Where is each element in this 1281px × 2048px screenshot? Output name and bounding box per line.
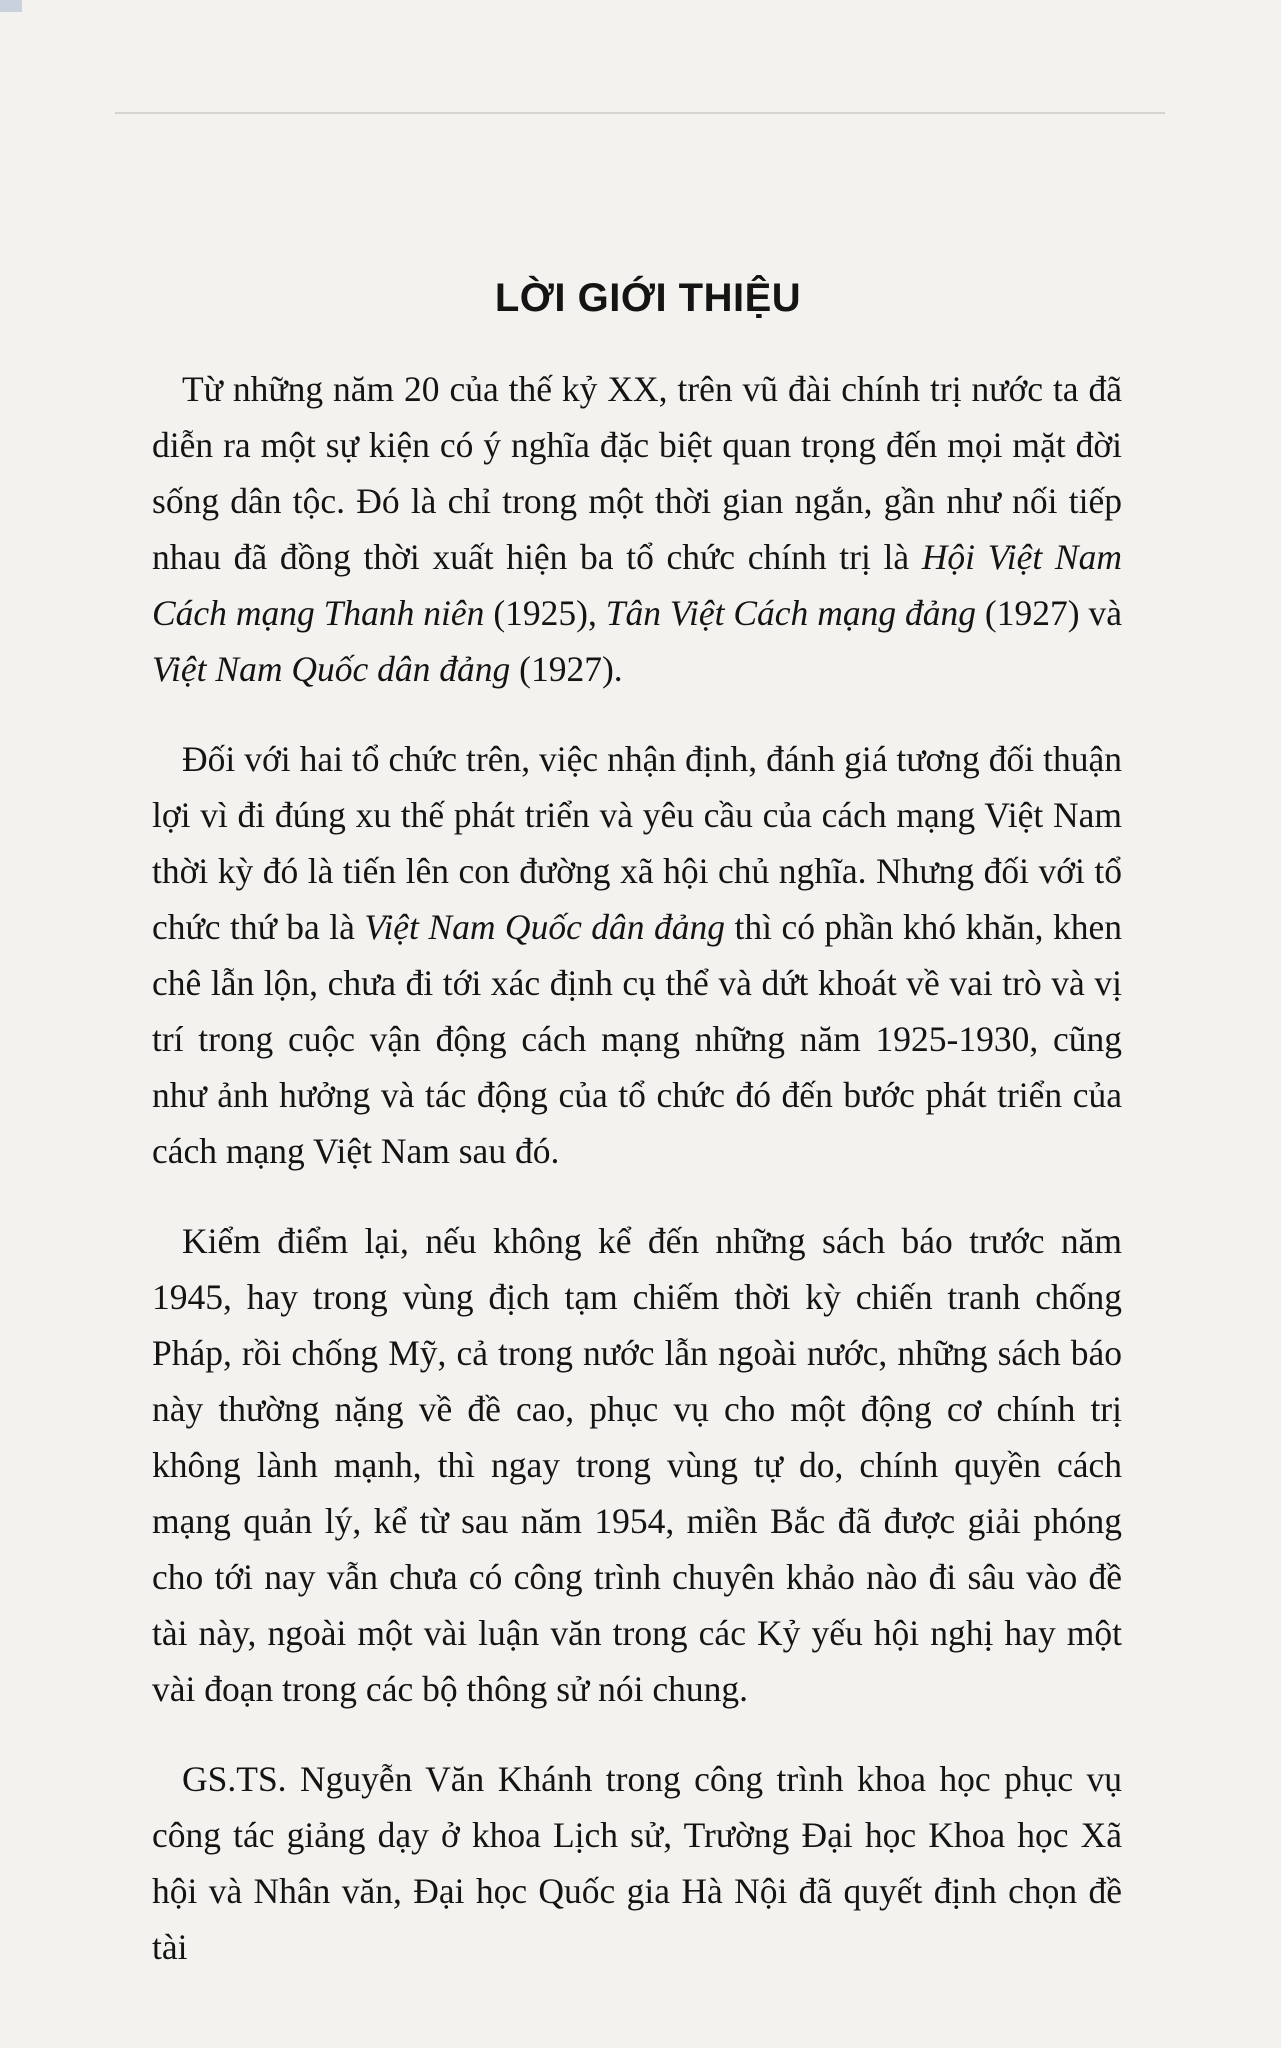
paragraph-2-italic-org: Việt Nam Quốc dân đảng: [364, 907, 726, 947]
paragraph-1-text-1: Từ những năm 20 của thế kỷ XX, trên vũ đài chính trị nước ta đã diễn ra một sự kiện có ý nghĩa đặc biệt quan trọng đến mọi mặt đời sống dân tộc. Đó là chỉ trong một thời gian ngắn, gần như nối tiếp nhau đã đồng thời xuất hiện ba tổ chức chính trị là: [152, 369, 1122, 577]
paragraph-1-italic-org-3: Việt Nam Quốc dân đảng: [152, 649, 511, 689]
paragraph-3-text: Kiểm điểm lại, nếu không kể đến những sách báo trước năm 1945, hay trong vùng địch tạm chiếm thời kỳ chiến tranh chống Pháp, rồi chống Mỹ, cả trong nước lẫn ngoài nước, những sách báo này thường nặng về đề cao, phục vụ cho một động cơ chính trị không lành mạnh, thì ngay trong vùng tự do, chính quyền cách mạng quản lý, kể từ sau năm 1954, miền Bắc đã được giải phóng cho tới nay vẫn chưa có công trình chuyên khảo nào đi sâu vào đề tài này, ngoài một vài luận văn trong các Kỷ yếu hội nghị hay một vài đoạn trong các bộ thông sử nói chung.: [152, 1221, 1122, 1709]
page-title: LỜI GIỚI THIỆU: [494, 276, 802, 320]
bleed-through-header: [115, 72, 1165, 114]
paragraph-1-text-2: (1925),: [484, 593, 606, 633]
page-corner-mark: [0, 0, 22, 12]
page-content: [152, 276, 1122, 1975]
paragraph-4-text: GS.TS. Nguyễn Văn Khánh trong công trình khoa học phục vụ công tác giảng dạy ở khoa Lịch sử, Trường Đại học Khoa học Xã hội và Nhân văn, Đại học Quốc gia Hà Nội đã quyết định chọn đề tài: [152, 1759, 1122, 1967]
paragraph-2-text-1: Đối với hai tổ chức trên, việc nhận định, đánh giá tương đối thuận lợi vì đi đúng xu thế phát triển và yêu cầu của cách mạng Việt Nam thời kỳ đó là tiến lên con đường xã hội chủ nghĩa. Nhưng đối với tổ chức thứ ba là: [152, 739, 1122, 947]
paragraph-1-text-4: (1927).: [510, 649, 623, 689]
paragraph-2-text-2: thì có phần khó khăn, khen chê lẫn lộn, chưa đi tới xác định cụ thể và dứt khoát về vai trò và vị trí trong cuộc vận động cách mạng những năm 1925-1930, cũng như ảnh hưởng và tác động của tổ chức đó đến bước phát triển của cách mạng Việt Nam sau đó.: [152, 907, 1122, 1171]
paragraph-3: [152, 1213, 1122, 1717]
paragraph-1: [152, 361, 1122, 697]
paragraph-1-italic-org-1: Hội Việt Nam Cách mạng Thanh niên: [152, 537, 1122, 633]
paragraph-2: [152, 731, 1122, 1179]
paragraph-1-text-3: (1927) và: [976, 593, 1122, 633]
paragraph-4: [152, 1751, 1122, 1975]
paragraph-1-italic-org-2: Tân Việt Cách mạng đảng: [605, 593, 977, 633]
